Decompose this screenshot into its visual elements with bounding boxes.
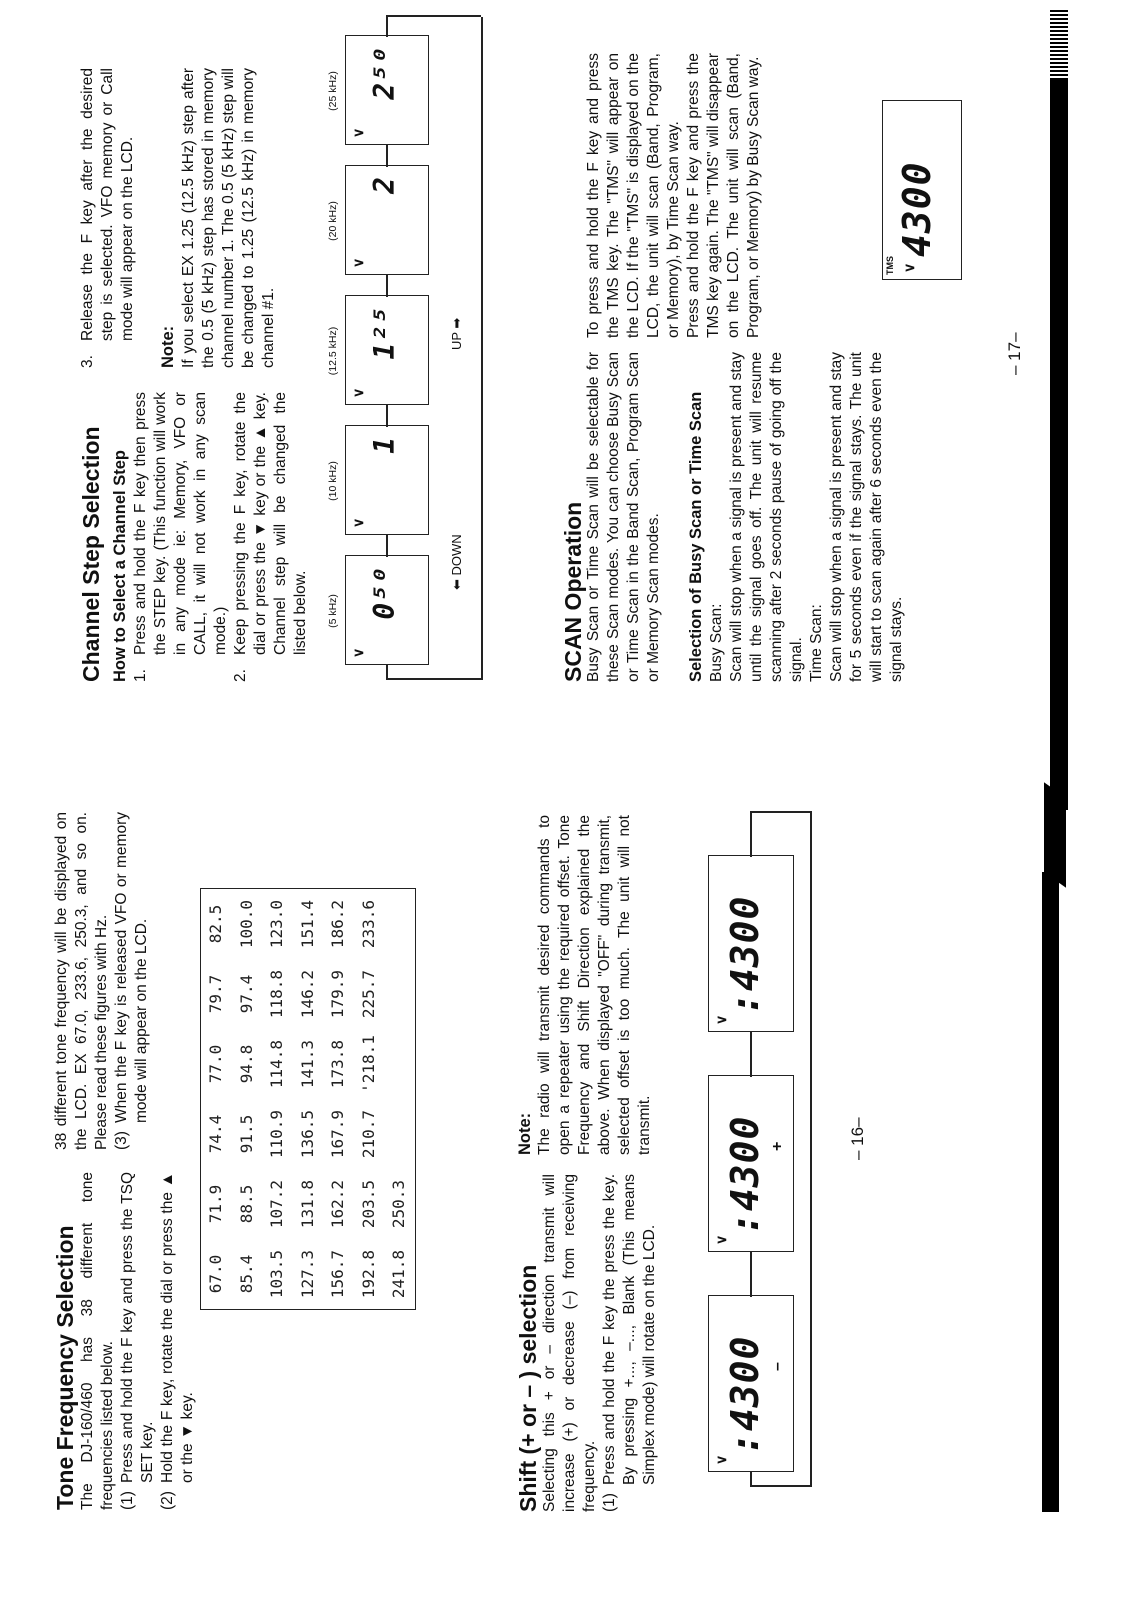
tone-table-cell: 97.4 [236, 974, 256, 1014]
step-label: (25 kHz) [327, 71, 339, 111]
how-to-title: How to Select a Channel Step [111, 450, 129, 682]
tone-table-cell: 233.6 [358, 899, 378, 949]
shift-lcd-plus [708, 1075, 794, 1252]
step-value: 1 [368, 436, 401, 454]
step-value: 0⁵⁰ [368, 566, 401, 620]
tone-table-cell [384, 889, 415, 960]
tms-text-1: To press and hold the F key and press the TMS key. The "TMS" will appear on the LCD. If the "TMS" is displayed on the LCD, the unit will scan (Band, Program, or Memory), by Time Scan way. [585, 53, 682, 338]
tone-table-cell: 85.4 [236, 1254, 256, 1294]
tone-table-cell: 74.4 [206, 1114, 225, 1154]
tone-table-cell: 146.2 [297, 969, 317, 1019]
header-barcode [1050, 10, 1068, 80]
tone-table-cell [384, 1029, 415, 1099]
tone-table-cell: 118.8 [267, 969, 286, 1019]
tone-table-cell: 141.3 [297, 1039, 317, 1089]
lcd-frequency: :4300 [723, 1115, 767, 1235]
step-lcd [345, 555, 429, 665]
tone-table-cell: 156.7 [328, 1249, 347, 1299]
step-label: (10 kHz) [327, 461, 339, 501]
tone-table-cell: 179.9 [328, 969, 347, 1019]
signal-icon: ∨ [350, 517, 366, 528]
tone-table-row [384, 889, 415, 1310]
channel-column-2 [78, 68, 279, 368]
flow-line [810, 811, 812, 1487]
up-label: UP ➡ [449, 317, 464, 350]
signal-icon: ∨ [901, 262, 917, 273]
lcd-frequency: :4300 [723, 895, 767, 1015]
lcd-minus-sign: – [769, 1362, 786, 1371]
tone-title: Tone Frequency Selection [52, 1225, 78, 1510]
channel-note-title: Note: [159, 325, 177, 368]
tone-intro: The DJ-160/460 has 38 different tone frequencies listed below. [79, 1172, 116, 1510]
shift-intro: Selecting this + or – direction transmit will increase (+) or decrease (–) from receiving frequency. [541, 1174, 598, 1512]
step-label: (12.5 kHz) [327, 326, 339, 376]
tone-table-row [354, 889, 385, 1310]
tone-table-cell [384, 959, 415, 1029]
tone-table-cell: 91.5 [236, 1114, 256, 1154]
step-value: 1²⁵ [368, 306, 401, 360]
tone-table-cell: 114.8 [267, 1039, 286, 1089]
signal-icon: ∨ [713, 1454, 729, 1465]
step-value: 2 [368, 176, 401, 194]
flow-line [386, 405, 388, 427]
tone-table-cell: 203.5 [358, 1179, 378, 1229]
tone-step-2: (2) Hold the F key, rotate the dial or press the ▲ or the ▼ key. [159, 1172, 196, 1510]
tone-table-cell: 107.2 [267, 1179, 286, 1229]
down-label: ⬅ DOWN [449, 534, 464, 590]
tone-table [200, 888, 416, 1310]
time-scan-text: Scan will stop when a signal is present and stay for 5 seconds even if the signal stays. The unit will start to scan again after 6 seconds even the signal stays. [828, 352, 905, 682]
tone-table-cell: 127.3 [297, 1249, 317, 1299]
tone-table-cell [384, 1099, 415, 1169]
tone-step-3: (3) When the F key is released VFO or memory mode will appear on the LCD. [113, 812, 150, 1150]
tone-table-cell: 250.3 [389, 1179, 408, 1229]
lcd-frequency: :4300 [723, 1335, 767, 1455]
flow-line [386, 679, 481, 681]
page-number-17: – 17– [1005, 332, 1024, 375]
tone-table-cell: 88.5 [236, 1184, 256, 1224]
tone-table-cell: 82.5 [206, 904, 225, 944]
tone-table-row [232, 889, 263, 1310]
flow-line [386, 17, 388, 37]
channel-column-1 [131, 392, 311, 682]
channel-step-3: 3. Release the F key after the desired step is selected. VFO memory or Call mode will appear on the LCD. [79, 68, 136, 368]
tone-table-cell: 173.8 [328, 1039, 347, 1089]
header-bar-step [1044, 782, 1066, 887]
tone-table-cell: 186.2 [328, 899, 347, 949]
tone-table-row [293, 889, 324, 1310]
flow-line [750, 812, 752, 857]
flow-line [750, 1486, 811, 1488]
shift-column-1 [540, 1174, 660, 1512]
flow-line [750, 812, 810, 814]
shift-title: Shift (+ or – ) selection [515, 1264, 541, 1512]
header-bar-left [1042, 872, 1059, 1512]
scan-selection-title: Selection of Busy Scan or Time Scan [687, 391, 705, 682]
tone-table-cell: 71.9 [206, 1184, 225, 1224]
tone-table-cell: 210.7 [358, 1109, 378, 1159]
scan-title: SCAN Operation [560, 501, 586, 682]
time-scan-label: Time Scan: [808, 604, 825, 682]
shift-note: The radio will transmit desired commands to open a repeater using the required offset. Tone Frequency and Shift Direction explained the above. When displayed "OFF" during transmit, selected offset is too much. The unit will not transmit. [536, 815, 653, 1155]
tone-table-cell: 225.7 [358, 969, 378, 1019]
flow-line [750, 1032, 752, 1077]
tone-column-1 [78, 1172, 198, 1510]
tms-indicator: TMS [885, 256, 895, 275]
tone-step-1: (1) Press and hold the F key and press the TSQ SET key. [119, 1172, 156, 1510]
tone-table-cell: 162.2 [328, 1179, 347, 1229]
busy-scan-text: Scan will stop when a signal is present and stay until the signal goes off. The unit will resume scanning after 2 seconds pause of going off the signal. [728, 352, 805, 682]
tone-table-row [323, 889, 354, 1310]
signal-icon: ∨ [350, 257, 366, 268]
tone-table-cell: 151.4 [297, 899, 317, 949]
flow-line [481, 17, 483, 680]
tms-lcd [882, 100, 962, 280]
scan-column-1 [584, 352, 907, 682]
channel-step-1: 1. Press and hold the F key then press the STEP key. (This function will work in any mode ie: Memory, VFO or CALL, it will not work in any scan mode.) [132, 392, 229, 682]
step-lcd [345, 425, 429, 535]
tone-table-cell: 192.8 [358, 1249, 378, 1299]
signal-icon: ∨ [713, 1014, 729, 1025]
step-value: 2⁵⁰ [368, 46, 401, 100]
tone-column-2 [52, 812, 152, 1150]
scan-column-2 [584, 53, 764, 338]
tone-table-cell: 79.7 [206, 974, 225, 1014]
flow-line [386, 275, 388, 297]
tone-table-cell: 67.0 [206, 1254, 225, 1294]
channel-step-title: Channel Step Selection [78, 426, 104, 682]
flow-line [750, 1252, 752, 1297]
shift-note-title: Note: [516, 1112, 534, 1155]
signal-icon: ∨ [350, 127, 366, 138]
tone-table-cell: 94.8 [236, 1044, 256, 1084]
lcd-plus-sign: + [769, 1141, 786, 1151]
tone-table-row [262, 889, 293, 1310]
busy-scan-label: Busy Scan: [708, 603, 725, 682]
step-lcd [345, 35, 429, 145]
tone-table-cell: 241.8 [389, 1249, 408, 1299]
tone-cont: 38 different tone frequency will be displayed on the LCD. EX 67.0, 233.6, 250.3, and so on. Please read these figures with Hz. [53, 812, 110, 1150]
flow-line [386, 145, 388, 167]
shift-lcd-minus [708, 1295, 794, 1472]
tone-table-cell: 100.0 [236, 899, 256, 949]
signal-icon: ∨ [350, 647, 366, 658]
signal-icon: ∨ [713, 1234, 729, 1245]
step-label: (5 kHz) [327, 594, 339, 628]
tms-text-2: Press and hold the F key and press the TMS key again. The "TMS" will disappear on the LCD. The unit will scan (Band, Program, or Memory) by Busy Scan way. [685, 53, 762, 338]
page-number-16: – 16– [848, 1117, 867, 1160]
tone-table-cell: '218.1 [358, 1035, 378, 1093]
tone-table-cell: 77.0 [206, 1044, 225, 1084]
signal-icon: ∨ [350, 387, 366, 398]
tone-table-cell: 103.5 [267, 1249, 286, 1299]
step-lcd [345, 295, 429, 405]
tone-table-cell: 110.9 [267, 1109, 286, 1159]
scan-intro: Busy Scan or Time Scan will be selectable for these Scan modes. You can choose Busy Scan or Time Scan in the Band Scan, Program Scan or Memory Scan modes. [585, 352, 662, 682]
channel-step-2: 2. Keep pressing the F key, rotate the dial or press the ▼ key or the ▲ key. Channel step will be changed the listed below. [232, 392, 309, 682]
flow-line [386, 16, 481, 18]
tone-table-cell: 167.9 [328, 1109, 347, 1159]
channel-note: If you select EX 1.25 (12.5 kHz) step after the 0.5 (5 kHz) step has stored in memory channel number 1. The 0.5 (5 kHz) step will be changed to 1.25 (12.5 kHz) in memory channel #1. [180, 68, 277, 368]
flow-line [386, 535, 388, 557]
tone-table-row [201, 889, 232, 1310]
step-lcd [345, 165, 429, 275]
header-bar-right [1050, 80, 1068, 810]
step-label: (20 kHz) [327, 201, 339, 241]
tone-table-cell: 136.5 [297, 1109, 317, 1159]
shift-step-1: (1) Press and hold the F key the press the key. By pressing +..., –..., Blank (This means Simplex mode) will rotate on the LCD. [601, 1174, 658, 1512]
shift-lcd-blank [708, 855, 794, 1032]
tone-table-cell: 123.0 [267, 899, 286, 949]
tone-table-cell: 131.8 [297, 1179, 317, 1229]
lcd-frequency: 4300 [895, 161, 939, 257]
